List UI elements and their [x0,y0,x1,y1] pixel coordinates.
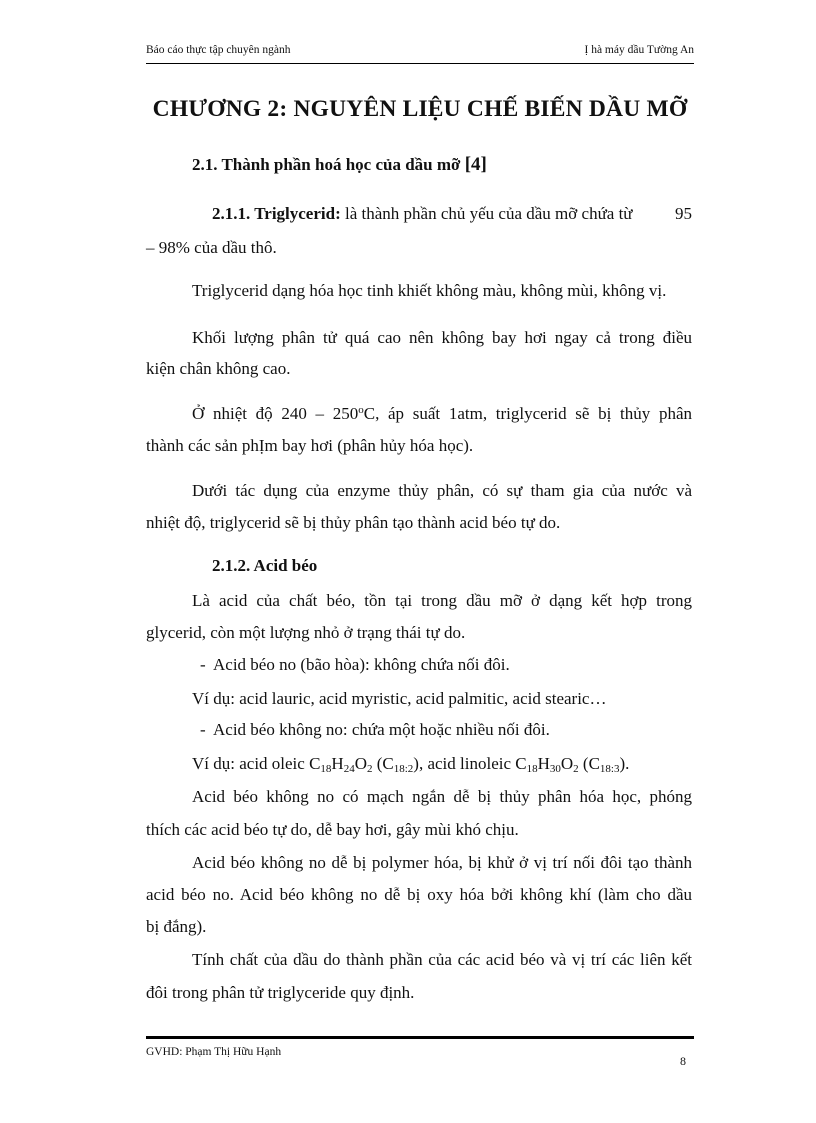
header-left: Báo cáo thực tập chuyên ngành [146,44,291,56]
ex2-b: H [331,754,344,773]
paragraph-5-line-2: glycerid, còn một lượng nhỏ ở trạng thái tự do. [146,623,466,642]
example-1: Ví dụ: acid lauric, acid myristic, acid palmitic, acid stearic… [192,689,607,708]
bullet-1-dash: - [200,655,206,674]
paragraph-2-line-2: kiện chân không cao. [146,359,291,378]
ex2-s4: 18:2 [393,763,414,775]
ex2-s5: 18 [526,763,538,775]
ex2-a: Ví dụ: acid oleic C [192,754,321,773]
page-number: 8 [680,1054,686,1068]
degree-sup: o [358,404,364,416]
ex2-h: (C [578,754,600,773]
footer-advisor: GVHD: Phạm Thị Hữu Hạnh [146,1046,282,1058]
ex2-i: ). [619,754,630,773]
bullet-2-text: Acid béo không no: chứa một hoặc nhiều nối đôi. [213,720,550,739]
section-heading [192,154,487,176]
paragraph-4-line-2: nhiệt độ, triglycerid sẽ bị thủy phân tạo thành acid béo tự do. [146,513,561,532]
ex2-s7: 2 [573,763,579,775]
subsection-2-label: 2.1.2. Acid béo [212,556,318,575]
triglycerid-line-2: – 98% của dầu thô. [146,238,277,257]
header-right: Ị hà máy dầu Tường An [584,44,694,56]
ex2-e: ), acid linoleic C [413,754,527,773]
paragraph-7-line-2: acid béo no. Acid béo không no dễ bị oxy hóa bởi không khí (làm cho dầu [146,885,692,904]
paragraph-6-line-2: thích các acid béo tự do, dễ bay hơi, gây mùi khó chịu. [146,820,519,839]
paragraph-8-line-1: Tính chất của dầu do thành phần của các acid béo và vị trí các liên kết [192,950,692,969]
paragraph-7-line-3: bị đắng). [146,917,207,936]
example-2 [192,753,629,775]
ex2-d: (C [372,754,394,773]
ex2-s3: 2 [366,763,373,775]
subsection-text: là thành phần chủ yếu của dầu mỡ chứa từ [345,204,633,223]
ex2-f: H [537,754,550,773]
p3-a: Ở nhiệt độ 240 – 250 [192,404,359,423]
footer-rule [146,1036,694,1039]
ex2-s6: 30 [549,763,561,775]
bullet-2-dash: - [200,720,206,739]
header-rule [146,63,694,64]
section-title: 2.1. Thành phần hoá học của dầu mỡ [192,155,461,174]
running-header [146,44,694,64]
p3-b: C, áp suất 1atm, triglycerid sẽ bị thủy phân [363,404,692,423]
bullet-1-text: Acid béo no (bão hòa): không chứa nối đôi. [213,655,510,674]
paragraph-5-line-1: Là acid của chất béo, tồn tại trong dầu mỡ ở dạng kết hợp trong [192,591,692,610]
paragraph-6-line-1: Acid béo không no có mạch ngắn dễ bị thủy phân hóa học, phóng [192,787,692,806]
paragraph-3-line-2: thành các sản phỊm bay hơi (phân hủy hóa học). [146,436,474,455]
paragraph-7-line-1: Acid béo không no dễ bị polymer hóa, bị khử ở vị trí nối đôi tạo thành [192,853,692,872]
triglycerid-number: 95 [675,204,692,223]
ex2-s8: 18:3 [599,763,620,775]
ex2-g: O [560,754,574,773]
ex2-s2: 24 [343,763,355,775]
subsection-label: 2.1.1. Triglycerid: [212,204,341,223]
triglycerid-line-1 [212,203,633,225]
paragraph-8-line-2: đôi trong phân tử triglyceride quy định. [146,983,415,1002]
paragraph-2-line-1: Khối lượng phân tử quá cao nên không bay hơi ngay cả trong điều [192,328,692,347]
section-ref: [4] [464,154,487,175]
chapter-title: CHƯƠNG 2: NGUYÊN LIỆU CHẾ BIẾN DẦU MỠ [152,96,688,122]
paragraph-4-line-1: Dưới tác dụng của enzyme thủy phân, có sự tham gia của nước và [192,481,692,500]
ex2-c: O [354,754,367,773]
paragraph-1: Triglycerid dạng hóa học tinh khiết không màu, không mùi, không vị. [192,281,667,300]
ex2-s1: 18 [320,763,332,775]
paragraph-3-line-1 [192,403,692,425]
